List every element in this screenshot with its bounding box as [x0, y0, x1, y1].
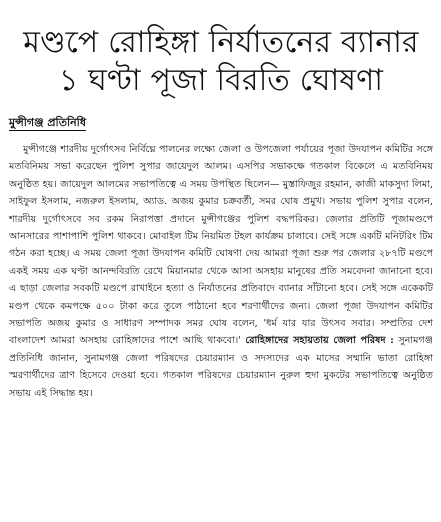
article-body: [9, 141, 433, 402]
article-body-part-1: মুন্সীগঞ্জে শারদীয় দুর্গোৎসব নির্বিঘ্নে পালনের লক্ষ্যে জেলা ও উপজেলা পর্যায়ের পূজা উদযাপন কমিটির সঙ্গে মতবিনিময় সভা করেছেন পুলিশ সুপার জায়েদুল আলম। এসপির সভাকক্ষে গতকাল বিকেলে এ মতবিনিময় অনুষ্ঠিত হয়। জায়েদুল আলমের সভাপতিত্বে এ সময় উপস্থিত ছিলেন— মুস্তাফিজুর রহমান, কাজী মাকসুদা লিমা, সাইফুল ইসলাম, নজরুল ইসলাম, অ্যাড. অজয় কুমার চক্রবর্তী, সমর ঘোষ প্রমুখ। সভায় পুলিশ সুপার বলেন, শারদীয় দুর্গোৎসবে সব রকম নিরাপত্তা প্রদানে মুন্সীগঞ্জের পুলিশ বদ্ধপরিকর। জেলার প্রতিটি পূজামণ্ডপে আনসারের পাশাপাশি পুলিশ থাকবে। মোবাইল টিম নিয়মিত টহল কার্যক্রম চালাবে। সেই সঙ্গে একটি মনিটরিং টিম গঠন করা হচ্ছে। এ সময় জেলা পূজা উদযাপন কমিটি ঘোষণা দেয় আমরা পূজা শুরু পর জেলার ২৮৭টি মণ্ডপে একই সময় এক ঘণ্টা আনন্দবিরতি রেখে মিয়ানমার থেকে আসা অসহায় মানুষের প্রতি সমবেদনা জানানো হবে। এ ছাড়া জেলার সবকটি মণ্ডপে রাখাইনে হত্যা ও নির্যাতনের প্রতিবাদে ব্যানার সাঁটানো হবে। সেই সঙ্গে একেকটি মণ্ডপ থেকে কমপক্ষে ৫০০ টাকা করে তুলে পাঠানো হবে শরণার্থীদের জন্য। জেলা পূজা উদযাপন কমিটির সভাপতি অজয় কুমার ও সাধারণ সম্পাদক সমর ঘোষ বলেন, 'ধর্ম যার যার উৎসব সবার। সম্প্রতির দেশ বাংলাদেশ আমরা অসহায় রোহিঙ্গাদের পাশে আছি থাকবো।': [9, 144, 433, 347]
byline: মুন্সীগঞ্জ প্রতিনিধি: [9, 116, 86, 129]
headline: [9, 0, 433, 100]
headline-line-2: ১ ঘণ্টা পূজা বিরতি ঘোষণা: [58, 63, 384, 98]
article-body-part-2: সুনামগঞ্জ প্রতিনিধি জানান, সুনামগঞ্জ জেলা পরিষদের চেয়ারম্যান ও সদস্যদের এক মাসের সম্মানি ভাতা রোহিঙ্গা স্মরণার্থীদের ত্রাণ হিসেবে দেওয়া হবে। গতকাল পরিষদের চেয়ারম্যান নুরুল হুদা মুকটের সভাপতিত্বে অনুষ্ঠিত সভায় এই সিদ্ধান্ত হয়।: [9, 335, 433, 399]
headline-line-1: মণ্ডপে রোহিঙ্গা নির্যাতনের ব্যানার: [23, 25, 419, 60]
article-subhead: রোহিঙ্গাদের সহায়তায় জেলা পরিষদ :: [245, 335, 394, 347]
